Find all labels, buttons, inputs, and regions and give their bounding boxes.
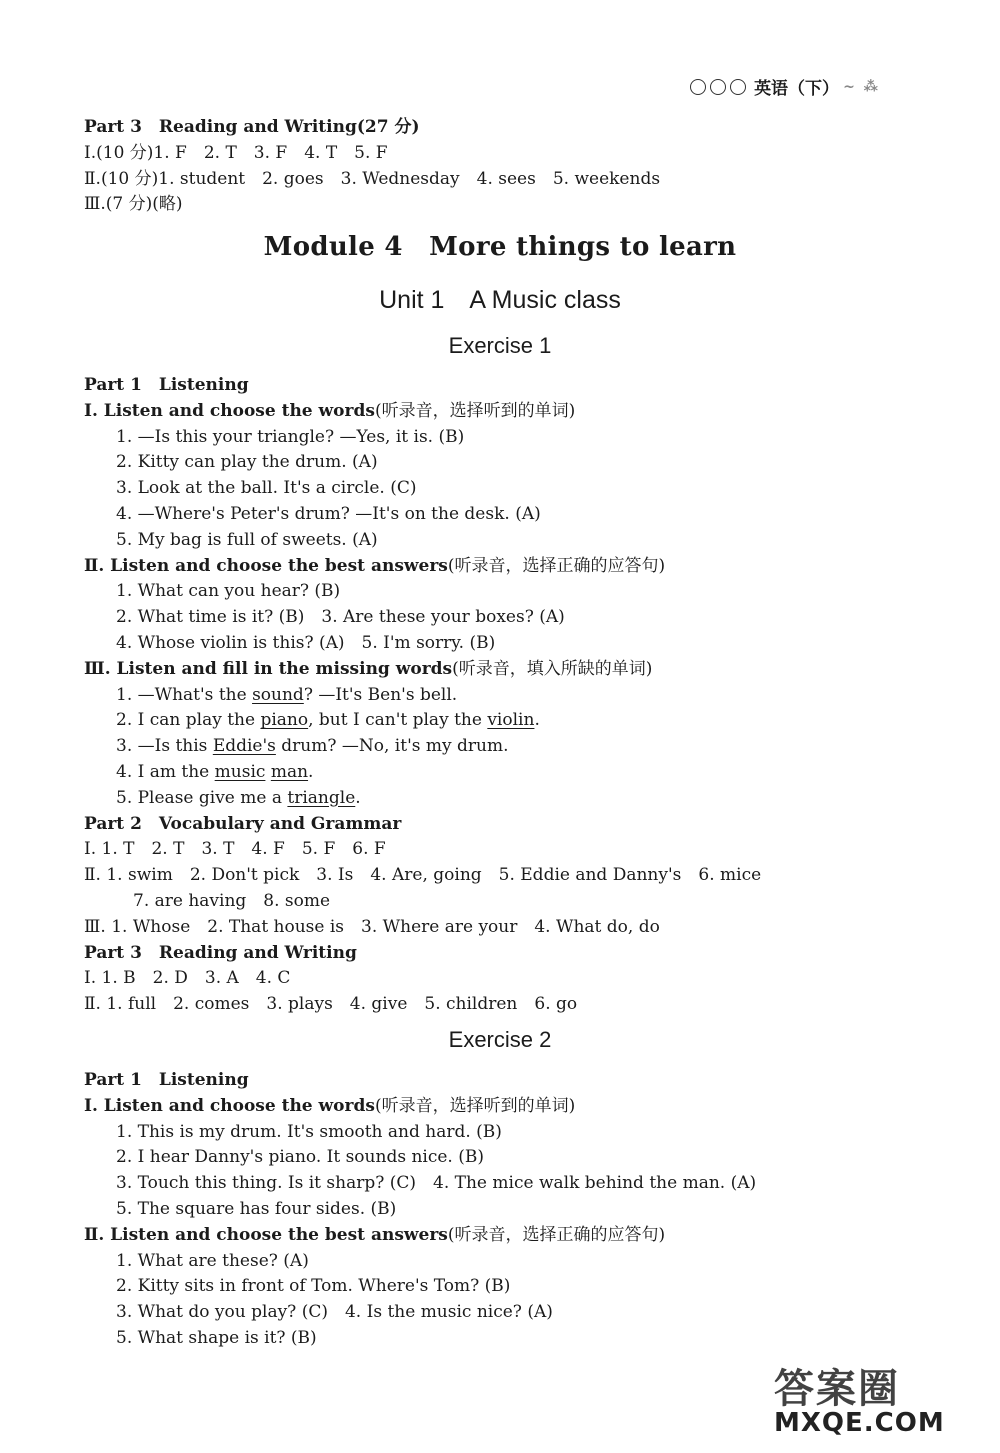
section-heading <box>84 1223 944 1249</box>
part-heading: Part 1 Listening <box>84 1070 249 1090</box>
series-logo <box>690 77 750 97</box>
list-item <box>84 760 944 786</box>
answer-line: Ⅲ. 1. Whose 2. That house is 3. Where are your 4. What do, do <box>84 916 660 937</box>
text: 4. I am the <box>116 761 215 782</box>
filled-blank: man <box>270 761 309 782</box>
module-title: Module 4 More things to learn <box>263 232 737 262</box>
part-heading: Part 1 Listening <box>84 375 249 395</box>
text: , but I can't play the <box>308 710 488 731</box>
section-title: Ⅱ. Listen and choose the best answers <box>84 555 448 576</box>
part-heading: Part 3 Reading and Writing(27 分) <box>84 117 420 137</box>
list-item: 2. Kitty sits in front of Tom. Where's Tom? (B) <box>116 1276 511 1297</box>
section-title: Ⅲ. Listen and fill in the missing words <box>84 658 453 679</box>
filled-blank: Eddie's <box>212 736 276 757</box>
text: 5. Please give me a <box>116 787 288 808</box>
list-item: 5. What shape is it? (B) <box>116 1327 317 1348</box>
exercise-2 <box>84 1068 944 1352</box>
text: . <box>355 787 361 808</box>
answer-line: Ⅰ. 1. T 2. T 3. T 4. F 5. F 6. F <box>84 839 386 860</box>
text: . <box>308 761 314 782</box>
filled-blank: triangle <box>287 787 356 808</box>
list-item: 1. What can you hear? (B) <box>116 581 341 602</box>
list-item: 1. This is my drum. It's smooth and hard. (B) <box>116 1121 502 1142</box>
header-decoration: ~ ⁂ <box>843 78 880 95</box>
list-item: 5. My bag is full of sweets. (A) <box>116 529 378 550</box>
text: . <box>534 710 540 731</box>
part-heading: Part 3 Reading and Writing <box>84 942 357 963</box>
answer-line: Ⅰ.(10 分)1. F 2. T 3. F 4. T 5. F <box>84 142 388 163</box>
list-item <box>84 708 944 734</box>
answer-line: Ⅰ. 1. B 2. D 3. A 4. C <box>84 968 291 989</box>
answer-line: Ⅱ. 1. full 2. comes 3. plays 4. give 5. children 6. go <box>84 994 578 1015</box>
list-item: 2. What time is it? (B) 3. Are these your boxes? (A) <box>116 607 565 628</box>
section-title: Ⅱ. Listen and choose the best answers <box>84 1224 448 1245</box>
answer-line: Ⅲ.(7 分)(略) <box>84 194 183 215</box>
section-instruction: (听录音，选择听到的单词) <box>374 400 576 421</box>
list-item: 2. I hear Danny's piano. It sounds nice. (B) <box>116 1147 484 1168</box>
list-item: 4. —Where's Peter's drum? —It's on the desk. (A) <box>116 503 541 524</box>
section-heading <box>84 399 944 425</box>
list-item: 3. Touch this thing. Is it sharp? (C) 4. The mice walk behind the man. (A) <box>116 1173 757 1194</box>
text: 3. —Is this <box>116 736 213 757</box>
list-item: 5. The square has four sides. (B) <box>116 1198 397 1219</box>
section-instruction: (听录音，填入所缺的单词) <box>452 658 653 679</box>
list-item: 2. Kitty can play the drum. (A) <box>116 452 378 473</box>
watermark-logo-text: 答案圈 <box>774 1366 900 1412</box>
site-watermark <box>774 1357 984 1447</box>
section-heading <box>84 1094 944 1120</box>
list-item: 4. Whose violin is this? (A) 5. I'm sorry. (B) <box>116 632 496 653</box>
unit-title: Unit 1 A Music class <box>379 286 621 314</box>
exercise-title: Exercise 2 <box>448 1027 552 1052</box>
filled-blank: music <box>214 761 266 782</box>
list-item: 1. —Is this your triangle? —Yes, it is. (B) <box>116 426 465 447</box>
answer-line: 7. are having 8. some <box>116 890 331 911</box>
section-heading <box>84 657 944 683</box>
section-instruction: (听录音，选择正确的应答句) <box>447 1224 666 1245</box>
answer-line: Ⅱ.(10 分)1. student 2. goes 3. Wednesday 4. sees 5. weekends <box>84 168 661 189</box>
section-title: Ⅰ. Listen and choose the words <box>84 1095 375 1116</box>
header-subject: 英语（下） <box>754 79 840 99</box>
text: 1. —What's the <box>116 684 253 705</box>
filled-blank: piano <box>260 710 309 731</box>
list-item <box>84 683 944 709</box>
list-item: 3. Look at the ball. It's a circle. (C) <box>116 478 417 499</box>
section-instruction: (听录音，选择正确的应答句) <box>447 555 666 576</box>
section-instruction: (听录音，选择听到的单词) <box>374 1095 576 1116</box>
list-item <box>84 786 944 812</box>
list-item: 1. What are these? (A) <box>116 1250 309 1271</box>
filled-blank: sound <box>252 684 304 705</box>
filled-blank: violin <box>487 710 535 731</box>
text: drum? —No, it's my drum. <box>275 736 509 757</box>
watermark-url: MXQE.COM <box>774 1408 945 1438</box>
exercise-title: Exercise 1 <box>448 333 552 358</box>
part-heading: Part 2 Vocabulary and Grammar <box>84 813 402 834</box>
exercise-1 <box>84 373 944 1018</box>
section-heading <box>84 554 944 580</box>
previous-part3 <box>84 115 944 218</box>
page-header <box>690 74 880 99</box>
text: ? —It's Ben's bell. <box>303 684 458 705</box>
text: 2. I can play the <box>116 710 261 731</box>
answer-line: Ⅱ. 1. swim 2. Don't pick 3. Is 4. Are, going 5. Eddie and Danny's 6. mice <box>84 865 762 886</box>
section-title: Ⅰ. Listen and choose the words <box>84 400 375 421</box>
list-item <box>84 734 944 760</box>
list-item: 3. What do you play? (C) 4. Is the music nice? (A) <box>116 1302 553 1323</box>
